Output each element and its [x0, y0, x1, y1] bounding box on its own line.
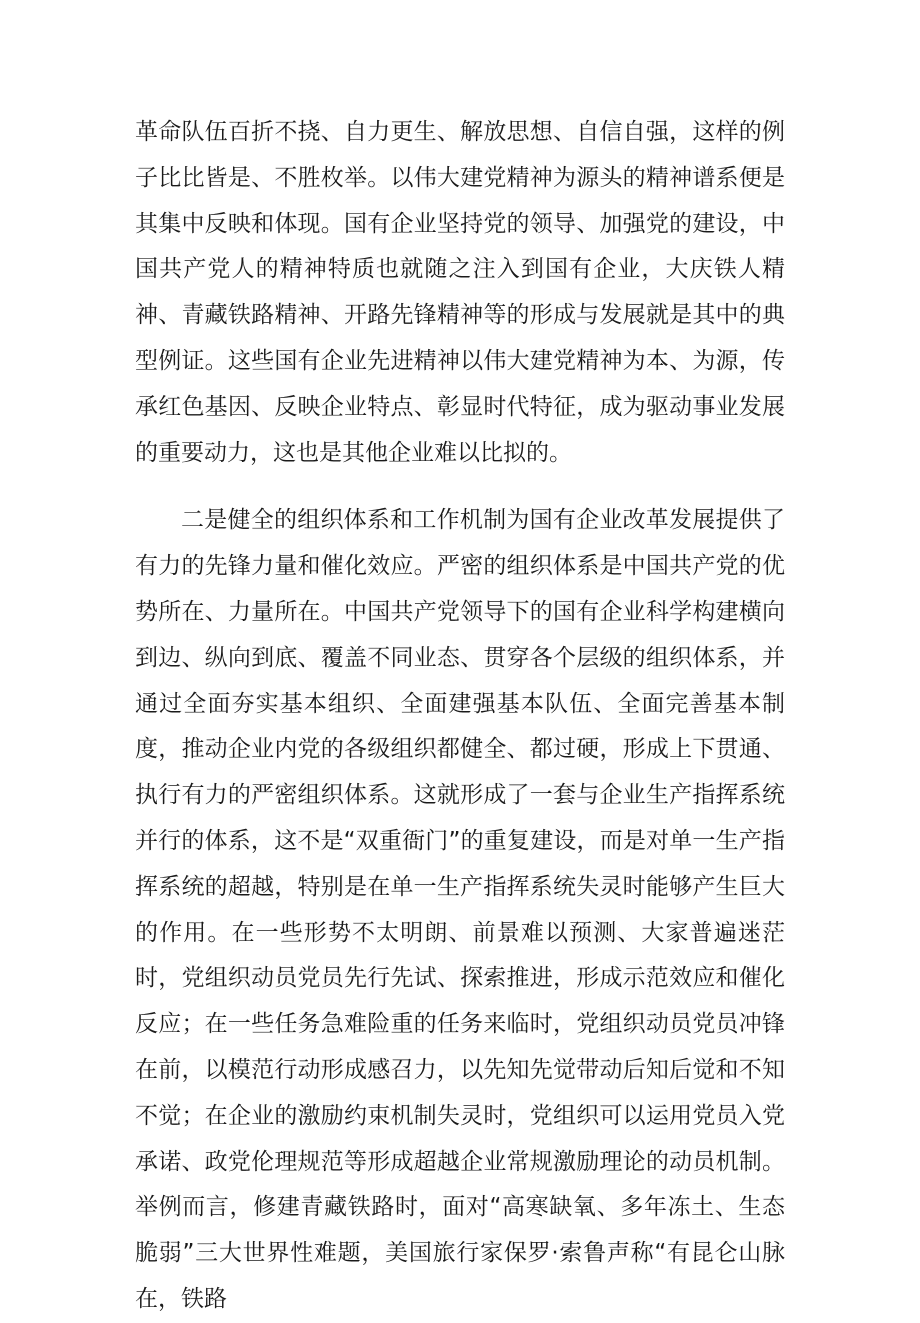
paragraph-organization-system: 二是健全的组织体系和工作机制为国有企业改革发展提供了有力的先锋力量和催化效应。严密的组织体系是中国共产党的优势所在、力量所在。中国共产党领导下的国有企业科学构建横向到边、纵向到底、覆盖不同业态、贯穿各个层级的组织体系，并通过全面夯实基本组织、全面建强基本队伍、全面完善基本制度，推动企业内党的各级组织都健全、都过硬，形成上下贯通、执行有力的严密组织体系。这就形成了一套与企业生产指挥系统并行的体系，这不是“双重衙门”的重复建设，而是对单一生产指挥系统的超越，特别是在单一生产指挥系统失灵时能够产生巨大的作用。在一些形势不太明朗、前景难以预测、大家普遍迷茫时，党组织动员党员先行先试、探索推进，形成示范效应和催化反应；在一些任务急难险重的任务来临时，党组织动员党员冲锋在前，以模范行动形成感召力，以先知先觉带动后知后觉和不知不觉；在企业的激励约束机制失灵时，党组织可以运用党员入党承诺、政党伦理规范等形成超越企业常规激励理论的动员机制。举例而言，修建青藏铁路时，面对“高寒缺氧、多年冻土、生态脆弱”三大世界性难题，美国旅行家保罗·索鲁声称“有昆仑山脉在，铁路 [135, 507, 785, 1312]
paragraph-continuation: 革命队伍百折不挠、自力更生、解放思想、自信自强，这样的例子比比皆是、不胜枚举。以伟大建党精神为源头的精神谱系便是其集中反映和体现。国有企业坚持党的领导、加强党的建设，中国共产党人的精神特质也就随之注入到国有企业，大庆铁人精神、青藏铁路精神、开路先锋精神等的形成与发展就是其中的典型例证。这些国有企业先进精神以伟大建党精神为本、为源，传承红色基因、反映企业特点、彰显时代特征，成为驱动事业发展的重要动力，这也是其他企业难以比拟的。 [135, 119, 785, 466]
document-body [135, 110, 785, 1323]
